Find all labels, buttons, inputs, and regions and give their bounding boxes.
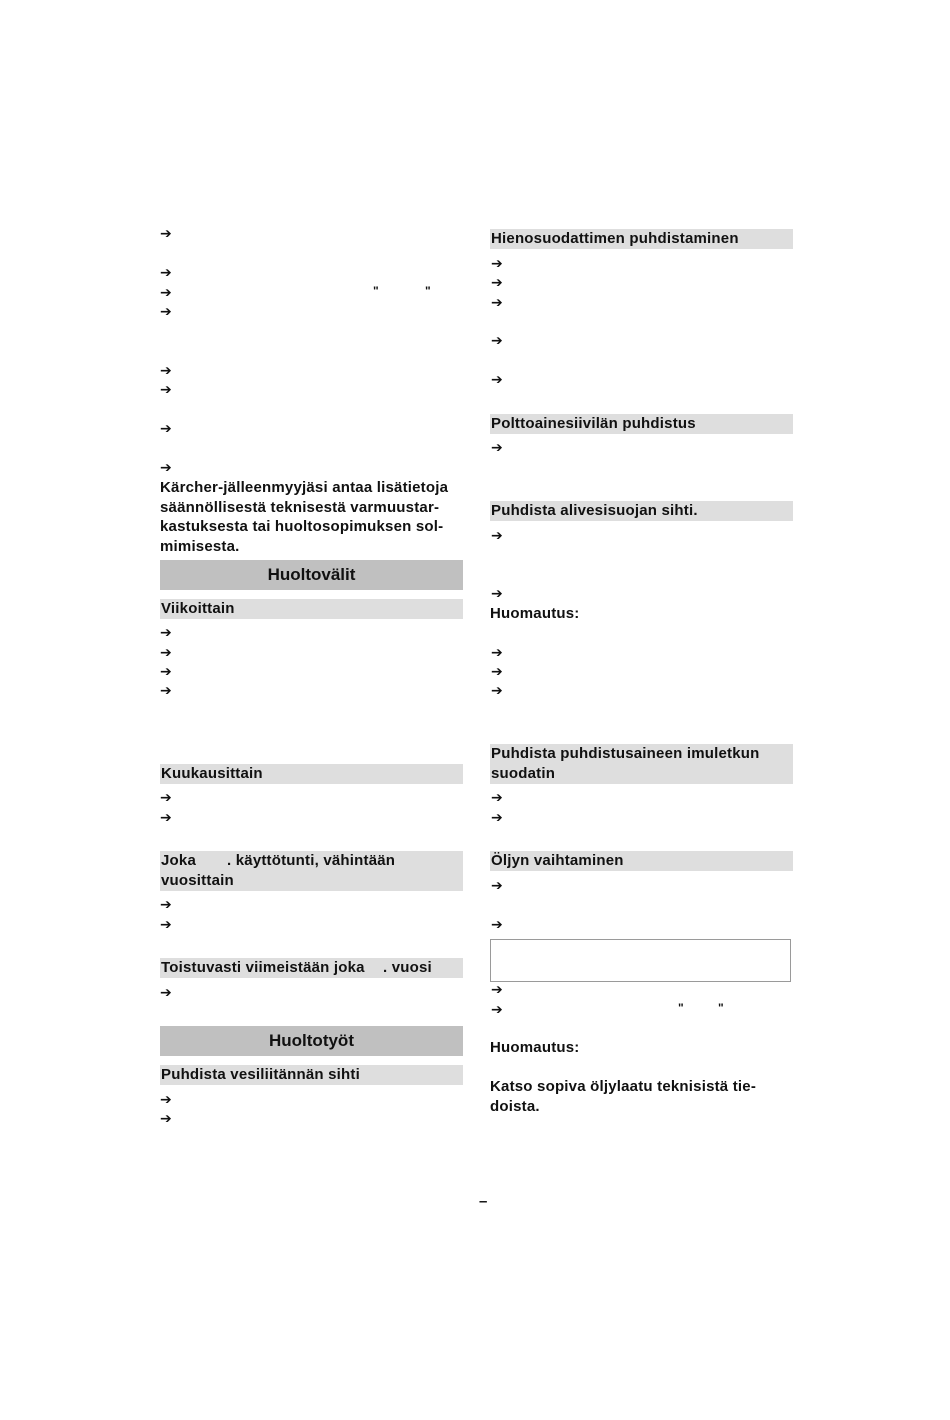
heading-joka-kayttotunti	[160, 851, 463, 891]
heading-part: suodatin	[491, 765, 556, 782]
quote-mark: "	[718, 1001, 724, 1015]
heading-viikoittain: Viikoittain	[160, 599, 463, 619]
intro-line: kastuksesta tai huoltosopimuksen sol-	[160, 518, 444, 535]
intro-line: säännöllisestä teknisestä varmuustar-	[160, 499, 440, 516]
arrow-bullet-icon: ➔	[160, 382, 172, 398]
section-heading-huoltotyot: Huoltotyöt	[160, 1026, 463, 1056]
heading-kuukausittain: Kuukausittain	[160, 764, 463, 784]
heading-vesiliitanta: Puhdista vesiliitännän sihti	[160, 1065, 463, 1085]
arrow-bullet-icon: ➔	[160, 664, 172, 680]
arrow-bullet-icon: ➔	[160, 1111, 172, 1127]
quote-mark: "	[678, 1001, 684, 1015]
arrow-bullet-icon: ➔	[160, 897, 172, 913]
heading-hienosuodatin: Hienosuodattimen puhdistaminen	[490, 229, 793, 249]
arrow-bullet-icon: ➔	[491, 683, 503, 699]
quote-mark: "	[373, 284, 379, 298]
heading-polttoainesiivila: Polttoainesiivilän puhdistus	[490, 414, 793, 434]
arrow-bullet-icon: ➔	[160, 304, 172, 320]
arrow-bullet-icon: ➔	[160, 285, 172, 301]
arrow-bullet-icon: ➔	[160, 645, 172, 661]
arrow-bullet-icon: ➔	[160, 985, 172, 1001]
section-heading-huoltovalit: Huoltovälit	[160, 560, 463, 590]
oil-note-line: doista.	[490, 1098, 540, 1115]
arrow-bullet-icon: ➔	[160, 421, 172, 437]
arrow-bullet-icon: ➔	[160, 790, 172, 806]
heading-part: Puhdista puhdistusaineen imuletkun	[491, 745, 760, 762]
arrow-bullet-icon: ➔	[160, 226, 172, 242]
arrow-bullet-icon: ➔	[160, 810, 172, 826]
arrow-bullet-icon: ➔	[491, 256, 503, 272]
arrow-bullet-icon: ➔	[491, 275, 503, 291]
warning-box	[490, 939, 791, 982]
heading-part: Joka	[161, 852, 196, 869]
heading-toistuvasti	[160, 958, 463, 978]
arrow-bullet-icon: ➔	[491, 982, 503, 998]
heading-imuletku	[490, 744, 793, 784]
arrow-bullet-icon: ➔	[491, 372, 503, 388]
arrow-bullet-icon: ➔	[160, 460, 172, 476]
arrow-bullet-icon: ➔	[491, 1002, 503, 1018]
arrow-bullet-icon: ➔	[160, 683, 172, 699]
heading-part: Toistuvasti viimeistään joka	[161, 959, 365, 976]
heading-part: . vuosi	[383, 959, 432, 976]
note-label: Huomautus:	[490, 1039, 580, 1056]
heading-oljyn-vaihto: Öljyn vaihtaminen	[490, 851, 793, 871]
arrow-bullet-icon: ➔	[491, 810, 503, 826]
intro-line: Kärcher-jälleenmyyjäsi antaa lisätietoja	[160, 479, 449, 496]
heading-alivesisuoja: Puhdista alivesisuojan sihti.	[490, 501, 793, 521]
page-footer-mark: –	[479, 1193, 488, 1210]
heading-part: vuosittain	[161, 872, 234, 889]
arrow-bullet-icon: ➔	[491, 440, 503, 456]
arrow-bullet-icon: ➔	[491, 586, 503, 602]
arrow-bullet-icon: ➔	[160, 265, 172, 281]
arrow-bullet-icon: ➔	[160, 625, 172, 641]
arrow-bullet-icon: ➔	[491, 664, 503, 680]
arrow-bullet-icon: ➔	[160, 1092, 172, 1108]
arrow-bullet-icon: ➔	[160, 917, 172, 933]
intro-line: mimisesta.	[160, 538, 240, 555]
heading-part: . käyttötunti, vähintään	[227, 852, 396, 869]
note-label: Huomautus:	[490, 605, 580, 622]
arrow-bullet-icon: ➔	[491, 790, 503, 806]
quote-mark: "	[425, 284, 431, 298]
arrow-bullet-icon: ➔	[491, 295, 503, 311]
arrow-bullet-icon: ➔	[491, 917, 503, 933]
arrow-bullet-icon: ➔	[491, 878, 503, 894]
arrow-bullet-icon: ➔	[491, 333, 503, 349]
oil-note-line: Katso sopiva öljylaatu teknisistä tie-	[490, 1078, 757, 1095]
arrow-bullet-icon: ➔	[491, 645, 503, 661]
arrow-bullet-icon: ➔	[160, 363, 172, 379]
arrow-bullet-icon: ➔	[491, 528, 503, 544]
